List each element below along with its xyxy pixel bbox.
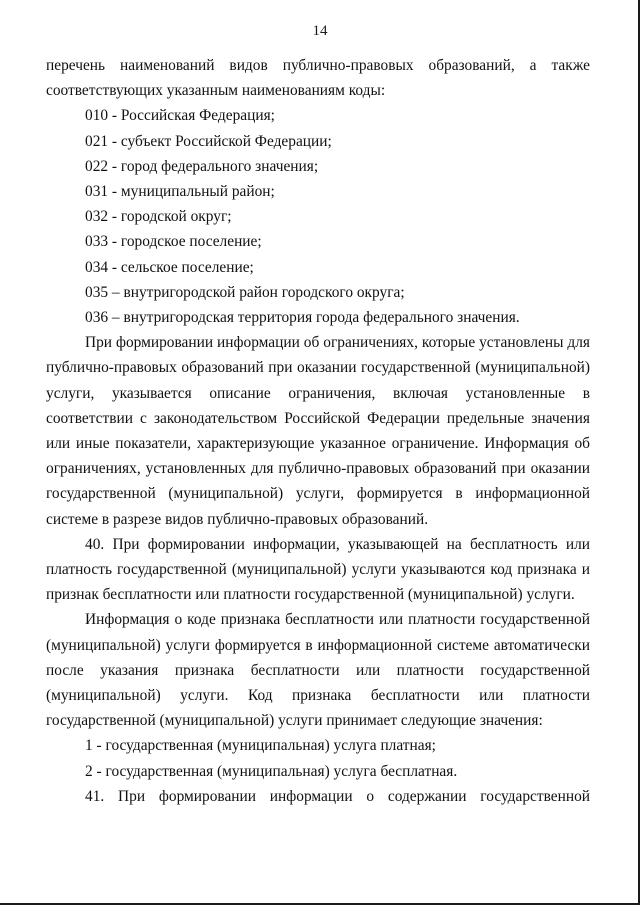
- code-item: 022 - город федерального значения;: [85, 157, 319, 175]
- code-item: 010 - Российская Федерация;: [85, 107, 275, 125]
- code-item: 033 - городское поселение;: [85, 233, 262, 251]
- value-item: 2 - государственная (муниципальная) услуга бесплатная.: [85, 762, 458, 780]
- code-item: 034 - сельское поселение;: [85, 258, 254, 276]
- paragraph-fee-code: Информация о коде признака бесплатности или платности государственной (муниципальной) услуги формируется в информационной системе автоматически после указания признака бесплатности или платности государственной (муниципальной) услуги. Код признака бесплатности или платности государственной (муниципальной) услуги принимает следующие значения:: [46, 611, 590, 730]
- paragraph-clause-40: 40. При формировании информации, указывающей на бесплатность или платность государственной (муниципальной) услуги указываются код признака и признак бесплатности или платности государственной (муниципальной) услуги.: [46, 535, 590, 604]
- paragraph-codes-intro: перечень наименований видов публично-правовых образований, а также соответствующих указанным наименованиям коды:: [46, 57, 590, 100]
- code-item: 036 – внутригородская территория города федерального значения.: [85, 309, 520, 327]
- code-item: 021 - субъект Российской Федерации;: [85, 132, 332, 150]
- paragraph-restrictions: При формировании информации об ограничениях, которые установлены для публично-правовых образований при оказании государственной (муниципальной) услуги, указывается описание ограничения, включая установленные в соответствии с законодательством Российской Федерации предельные значения или иные показатели, характеризующие указанное ограничение. Информация об ограничениях, установленных для публично-правовых образований при оказании государственной (муниципальной) услуги, формируется в информационной системе в разрезе видов публично-правовых образований.: [46, 334, 590, 528]
- paragraph-clause-41: 41. При формировании информации о содержании государственной: [85, 787, 590, 805]
- code-item: 032 - городской округ;: [85, 208, 232, 226]
- page-number: 14: [312, 23, 328, 39]
- value-item: 1 - государственная (муниципальная) услуга платная;: [85, 737, 436, 755]
- code-item: 035 – внутригородской район городского округа;: [85, 283, 405, 301]
- body-text: [46, 53, 590, 809]
- code-item: 031 - муниципальный район;: [85, 183, 275, 201]
